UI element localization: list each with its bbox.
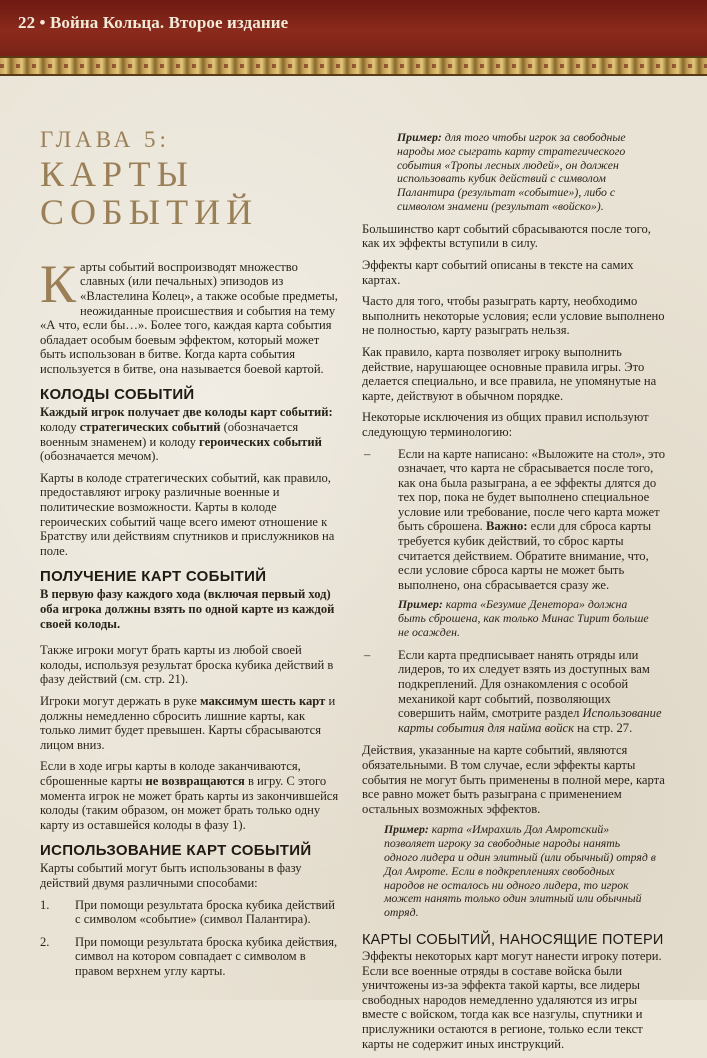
section-heading-decks: КОЛОДЫ СОБЫТИЙ [40,386,195,404]
right-paragraph-4: Как правило, карта позволяет игроку выполнить действие, нарушающее основные правила игры. Это делается специально, и все правила, не упомянутые на карте, действуют в обычном порядке. [362,344,657,403]
list-number: 1. [40,897,50,912]
section-reference: Использование карты события для найма войск [398,706,662,735]
decks-paragraph-1 [40,405,342,463]
list-item [362,648,666,736]
intro-text: арты событий воспроизводят множество славных (или печальных) эпизодов из «Властелина Колец», а также особые предметы, неожиданные происшествия и события на тему «А что, если бы…». Более того, каждая карта события обладает особым боевым эффектом, который может быть использован в битве. Когда карта события используется в битве, она называется боевой картой. [40,259,338,376]
example-denethor [398,598,656,639]
example-label: Пример: [397,130,442,144]
terminology-list [362,447,666,736]
list-item [362,447,666,640]
page-header [0,0,707,56]
not-returned-term: не возвращаются [145,773,245,788]
example-text: для того чтобы игрок за свободные народы мог сыграть карту стратегического события «Тропы лесных людей», он должен использовать кубик действий с символом Палантира (результат «событие»), либо с символом знамени (результат «войско»). [397,130,626,213]
decks-paragraph-2: Карты в колоде стратегических событий, как правило, предоставляют игроку различные военные и политические возможности. Карты в колоде героических событий чаще всего имеют отношение к Братству или действиям спутников и прислужников на поле. [40,470,335,558]
dash-bullet: – [364,446,371,461]
drop-cap: К [40,253,77,314]
right-paragraph-6: Действия, указанные на карте событий, являются обязательными. В том случае, если эффекты карты события не могут быть применены в полной мере, карта все равно может быть разыграна с применением остальных возможных эффектов. [362,743,665,816]
example-text: карта «Безумие Денетора» должна быть сброшена, как только Минас Тирит больше не осажден. [398,597,649,640]
left-column [40,128,342,986]
hand-limit-term: максимум шесть карт [199,693,326,708]
getting-paragraph-3 [40,759,342,832]
getting-paragraph-1: Также игроки могут брать карты из любой своей колоды, используя результат броска кубика действий в фазу действий (см. стр. 21). [40,643,334,687]
list-item [40,898,342,927]
header-title: 22 • Война Кольца. Второе издание [18,13,289,32]
intro-paragraph [40,253,342,377]
text-run: Игроки могут держать в руке [40,693,200,708]
getting-paragraph-2 [40,694,342,752]
text-run: Если карта предписывает нанять отряды или лидеров, то их следует взять из доступных вам подкреплений. Для ознакомления с особой механикой карт событий, позволяющих совершить найм, смотрите раздел [398,647,650,721]
chapter-title-line2: СОБЫТИЙ [40,191,259,232]
section-heading-using: ИСПОЛЬЗОВАНИЕ КАРТ СОБЫТИЙ [40,842,312,860]
text-run: в игру. С этого момента игрок не может брать карты из закончившейся колоды (таким образом, он может брать только одну карту из оставшейся колоды в фазу 1). [40,773,339,832]
strategic-events-term: стратегических событий [79,420,221,435]
chapter-title [40,128,342,232]
list-text: При помощи результата броска кубика действий с символом «событие» (символ Палантира). [75,897,335,927]
list-number: 2. [40,934,50,949]
text-run: (обозначается военным знаменем) и колоду [40,420,299,449]
heroic-events-term: героических событий [199,434,322,449]
chapter-title-line1: КАРТЫ [40,154,194,195]
dash-bullet: – [364,647,371,662]
using-numbered-list [40,898,342,979]
right-paragraph-5: Некоторые исключения из общих правил используют следующую терминологию: [362,410,649,439]
important-term: Важно: [485,519,528,534]
text-run: (обозначается мечом). [40,449,159,464]
example-label: Пример: [398,597,443,612]
example-palantir [397,131,656,214]
text-run: если для сброса карты требуется кубик действий, то сброс карты считается действием. Обратите внимание, что, если условие сброса карты не может быть выполнено, она сбрасывается сразу же. [398,519,652,592]
using-paragraph-1: Карты событий могут быть использованы в фазу действий двумя различными способами: [40,861,302,890]
text-run: колоду [40,420,80,435]
decks-lead: Каждый игрок получает две колоды карт событий: [40,405,333,420]
ornamental-border [0,56,707,76]
section-heading-getting: ПОЛУЧЕНИЕ КАРТ СОБЫТИЙ [40,568,267,586]
text-run: Если на карте написано: «Выложите на стол», это означает, что карта не сбрасывается после того, как она была разыграна, а ее эффекты длятся до тех пор, пока не будет выполнено специальное условие или требование, после чего карта может быть сброшена. [398,446,666,534]
right-paragraph-2: Эффекты карт событий описаны в тексте на самих картах. [362,257,634,287]
text-run: и должны немедленно сбросить лишние карты, как только лимит будет превышен. Карты сбрасываются лицом вниз. [40,693,336,752]
right-column [362,131,666,1058]
example-imrahil [384,823,656,920]
example-label: Пример: [384,822,429,837]
chapter-number: ГЛАВА 5: [40,127,170,152]
list-text: При помощи результата броска кубика действия, символ на котором совпадает с символом в правом верхнем углу карты. [75,934,338,978]
section-heading-losses: КАРТЫ СОБЫТИЙ, НАНОСЯЩИЕ ПОТЕРИ [362,931,664,948]
text-run: на стр. 27. [574,720,633,735]
list-item [40,935,342,979]
right-paragraph-1: Большинство карт событий сбрасываются после того, как их эффекты вступили в силу. [362,221,651,251]
losses-paragraph: Эффекты некоторых карт могут нанести игроку потери. Если все военные отряды в составе войска были уничтожены из-за эффекта такой карты, все лидеры свободных народов немедленно удаляются из игры вместе с войском, тогда как все назгулы, спутники и прислужники остаются в регионе, только если текст карты не содержит иных инструкций. [362,948,662,1051]
example-text: карта «Имрахиль Дол Амротский» позволяет игроку за свободные народы нанять одного лидера и один элитный (или обычный) отряд в Дол Амроте. Если в подкреплениях свободных народов не осталось ни одного лидера, то игрок может нанять только один элитный или обычный отряд. [384,822,656,920]
text-run: Если в ходе игры карты в колоде заканчиваются, сброшенные карты [40,759,301,788]
getting-lead: В первую фазу каждого хода (включая первый ход) оба игрока должны взять по одной карте из каждой своей колоды. [40,587,335,631]
right-paragraph-3: Часто для того, чтобы разыграть карту, необходимо выполнить некоторые условия; если условие выполнено не полностью, карту разыграть нельзя. [362,294,665,338]
